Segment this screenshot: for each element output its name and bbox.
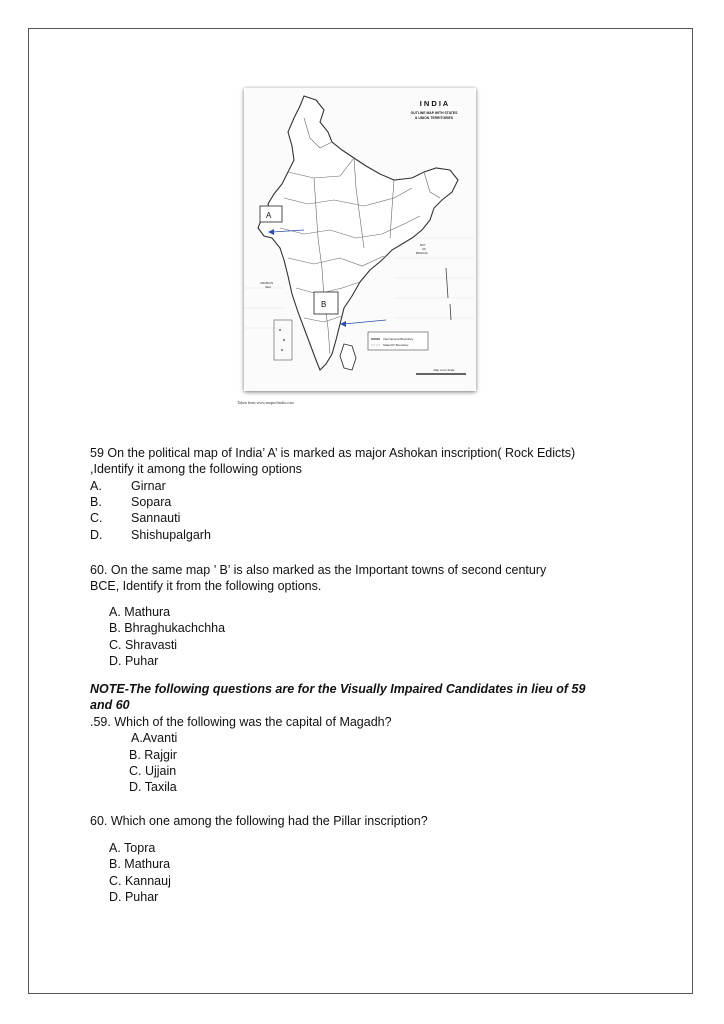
q60-option-c: C. Shravasti	[109, 638, 178, 652]
vq60-option-b: B. Mathura	[109, 857, 171, 871]
q59-option-d-text: Shishupalgarh	[131, 528, 211, 542]
map-scale-note: Map not to Scale	[433, 368, 455, 372]
map-subtitle-2: & UNION TERRITORIES	[415, 116, 453, 120]
q59-text-line1: 59 On the political map of India’ A’ is marked as major Ashokan inscription( Rock Edicts)	[90, 446, 576, 460]
vq59-option-a: A.Avanti	[131, 731, 178, 745]
q59-option-a-text: Girnar	[131, 479, 166, 493]
q60-text-line1: 60. On the same map ’ B’ is also marked as the Important towns of second century	[90, 563, 547, 577]
arabian-sea-label-2: SEA	[265, 285, 272, 289]
arabian-sea-label-1: ARABIAN	[260, 281, 274, 285]
note-line2: and 60	[90, 698, 130, 712]
marker-b-label: B	[321, 300, 327, 309]
map-title: I N D I A	[419, 99, 449, 108]
q59-option-c-letter: C.	[90, 511, 103, 525]
note-line1: NOTE-The following questions are for the Visually Impaired Candidates in lieu of 59	[90, 682, 586, 696]
vq60-option-a: A. Topra	[109, 841, 156, 855]
vq60-option-d: D. Puhar	[109, 890, 159, 904]
map-subtitle-1: OUTLINE MAP WITH STATES	[410, 111, 458, 115]
vq59-option-b: B. Rajgir	[129, 748, 177, 762]
bay-label-3: BENGAL	[416, 251, 429, 255]
q59-option-d-letter: D.	[90, 528, 103, 542]
vq59-question: .59. Which of the following was the capital of Magadh?	[90, 715, 392, 729]
bay-label-1: BAY	[420, 243, 426, 247]
q59-option-b-letter: B.	[90, 495, 102, 509]
q59-option-a-letter: A.	[90, 479, 102, 493]
vq60-option-c: C. Kannauj	[109, 874, 171, 888]
q60-option-a: A. Mathura	[109, 605, 171, 619]
map-legend	[368, 332, 428, 350]
q59-option-b-text: Sopara	[131, 495, 172, 509]
vq60-question: 60. Which one among the following had the Pillar inscription?	[90, 814, 428, 828]
q59-text-line2: ,Identify it among the following options	[90, 462, 302, 476]
q60-text-line2: BCE, Identify it from the following options.	[90, 579, 322, 593]
bay-label-2: OF	[422, 247, 427, 251]
marker-a-label: A	[266, 211, 272, 220]
q60-option-d: D. Puhar	[109, 654, 159, 668]
q59-option-c-text: Sannauti	[131, 511, 181, 525]
vq59-option-d: D. Taxila	[129, 780, 177, 794]
map-svg	[244, 88, 476, 391]
india-outline-map	[244, 88, 476, 391]
q60-option-b: B. Bhraghukachchha	[109, 621, 226, 635]
vq59-option-c: C. Ujjain	[129, 764, 177, 778]
legend-state: State/UT Boundary	[383, 343, 409, 347]
map-credit: Taken from www.mapsofindia.com	[237, 400, 294, 405]
legend-intl: International Boundary	[383, 337, 414, 341]
